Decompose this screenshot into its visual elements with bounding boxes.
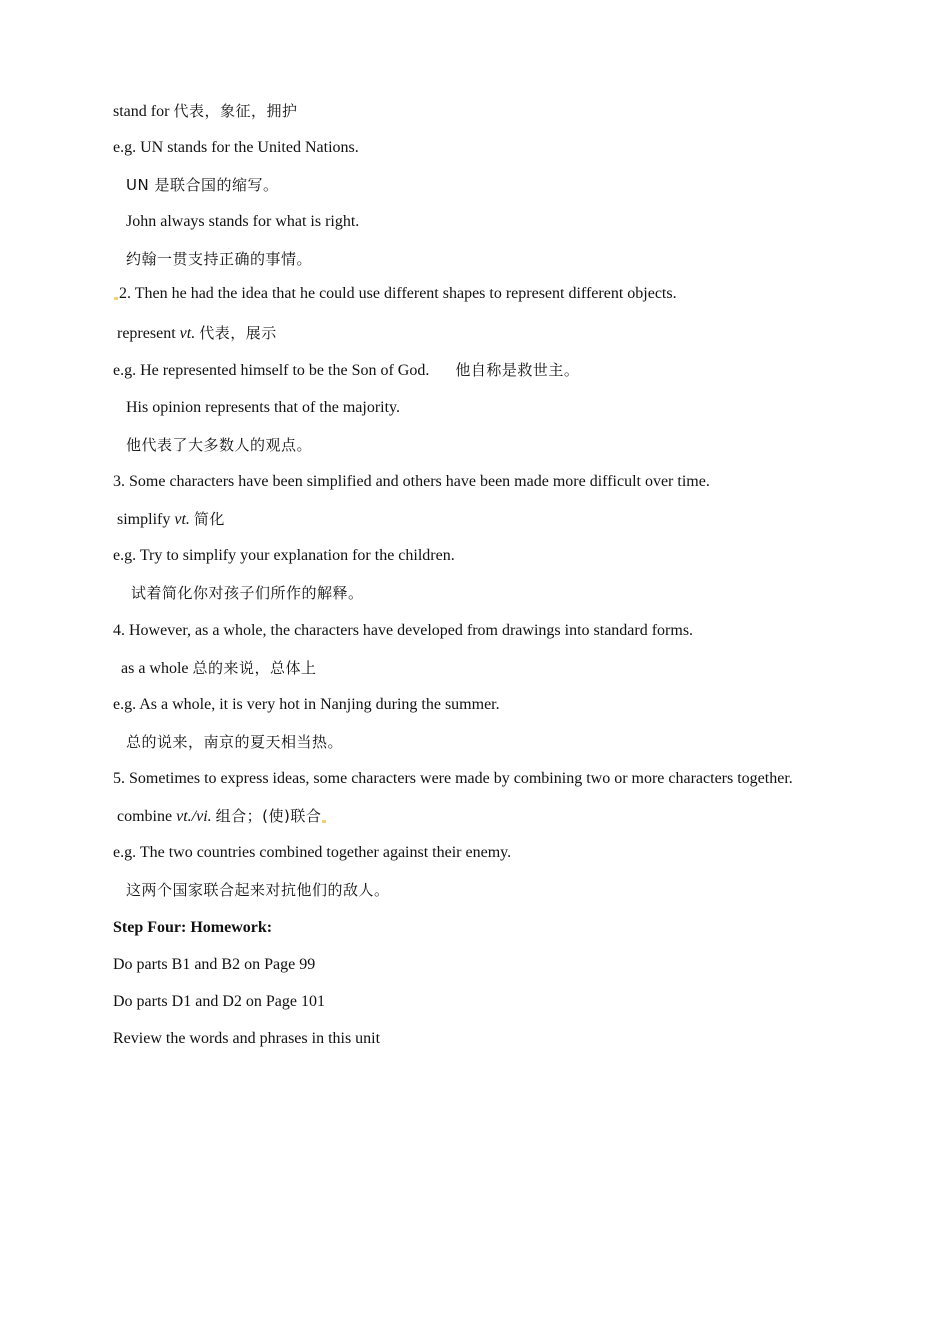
homework-item: Do parts B1 and B2 on Page 99 [113,956,316,973]
phrase-term: stand for [113,103,170,120]
sentence-text: 2. Then he had the idea that he could use different shapes to represent different objects. [119,285,677,302]
phrase-entry [117,323,277,344]
phrase-meaning: 简化 [193,510,225,528]
example-translation: 他自称是救世主。 [455,361,580,379]
homework-item: Review the words and phrases in this unit [113,1030,381,1047]
homework-item: Do parts D1 and D2 on Page 101 [113,993,325,1010]
part-of-speech: vt./vi. [176,808,212,825]
sentence-text: e.g. He represented himself to be the Son of God. [113,362,430,379]
homework-heading: Step Four: Homework: [113,919,273,936]
example-sentence: e.g. The two countries combined together against their enemy. [113,844,512,861]
example-sentence: John always stands for what is right. [126,213,360,230]
example-sentence [113,360,579,381]
phrase-entry [121,658,317,679]
phrase-term: combine [117,808,173,825]
phrase-meaning: 代表，象征，拥护 [173,102,298,120]
phrase-meaning: 总的来说，总体上 [192,659,317,677]
example-sentence: e.g. As a whole, it is very hot in Nanjing during the summer. [113,696,500,713]
text-sentence [113,284,677,304]
phrase-term: simplify [117,511,171,528]
example-sentence: e.g. UN stands for the United Nations. [113,139,359,156]
text-sentence: 3. Some characters have been simplified and others have been made more difficult over time. [113,473,710,490]
example-translation: 这两个国家联合起来对抗他们的敌人。 [126,881,390,899]
text-sentence: 5. Sometimes to express ideas, some characters were made by combining two or more characters together. [113,770,793,787]
example-translation: UN 是联合国的缩写。 [126,176,279,194]
phrase-meaning: 代表，展示 [199,324,277,342]
example-translation: 总的说来，南京的夏天相当热。 [126,733,344,751]
example-sentence: His opinion represents that of the majority. [126,399,401,416]
phrase-term: as a whole [121,660,189,677]
example-translation: 他代表了大多数人的观点。 [126,436,313,454]
example-translation: 约翰一贯支持正确的事情。 [126,250,313,268]
part-of-speech: vt. [179,325,196,342]
phrase-term: represent [117,325,176,342]
phrase-entry [117,509,225,530]
phrase-entry [117,806,327,827]
annotation-mark [114,297,118,300]
part-of-speech: vt. [174,511,190,528]
text-sentence: 4. However, as a whole, the characters have developed from drawings into standard forms. [113,622,694,639]
phrase-entry [113,101,297,122]
example-sentence: e.g. Try to simplify your explanation for the children. [113,547,455,564]
example-translation: 试着简化你对孩子们所作的解释。 [131,584,364,602]
phrase-meaning: 组合；(使)联合 [215,807,322,825]
annotation-mark [322,820,326,823]
